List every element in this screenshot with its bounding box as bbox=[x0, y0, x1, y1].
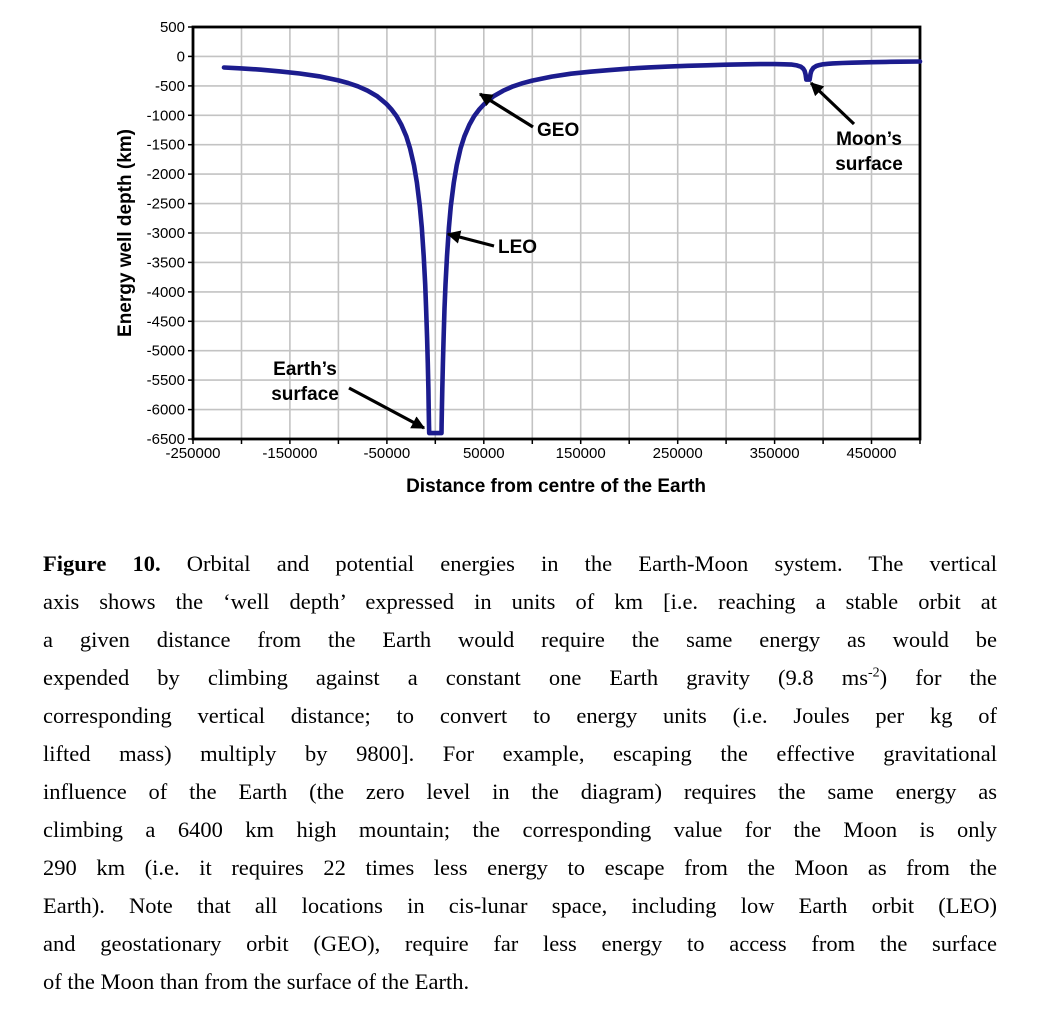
plot-area bbox=[188, 27, 920, 444]
y-tick-label: -4500 bbox=[146, 313, 185, 331]
caption-line: Earth). Note that all locations in cis-lunar space, including low Earth orbit (LEO) bbox=[43, 893, 997, 918]
y-tick-label: -1500 bbox=[146, 136, 185, 154]
figure-caption bbox=[43, 545, 997, 1001]
y-tick-label: -2500 bbox=[146, 195, 185, 213]
y-tick-label: -5000 bbox=[146, 342, 185, 360]
y-tick-label: -6500 bbox=[146, 431, 185, 448]
annotation-label: Earth’s bbox=[273, 359, 337, 380]
annotation-arrow bbox=[811, 83, 854, 124]
caption-line: Figure 10. Orbital and potential energies in the Earth-Moon system. The vertical bbox=[43, 551, 997, 576]
caption-line: corresponding vertical distance; to convert to energy units (i.e. Joules per kg of bbox=[43, 703, 997, 728]
caption-line: and geostationary orbit (GEO), require far less energy to access from the surface bbox=[43, 931, 997, 956]
caption-line: expended by climbing against a constant one Earth gravity (9.8 $ms^{-2}$) for the bbox=[43, 665, 997, 690]
y-tick-label: -1000 bbox=[146, 107, 185, 125]
y-tick-label: -500 bbox=[154, 77, 185, 95]
y-tick-label: 500 bbox=[159, 19, 185, 36]
y-tick-label: -3500 bbox=[146, 254, 185, 272]
annotation-label: GEO bbox=[537, 120, 580, 141]
annotation-arrow bbox=[448, 234, 494, 246]
x-tick-label: -150000 bbox=[262, 445, 318, 462]
caption-line: climbing a 6400 km high mountain; the corresponding value for the Moon is only bbox=[43, 817, 997, 842]
x-tick-label: 450000 bbox=[846, 445, 897, 462]
x-tick-label: 50000 bbox=[462, 445, 505, 462]
caption-line: axis shows the ‘well depth’ expressed in units of km [i.e. reaching a stable orbit at bbox=[43, 589, 997, 614]
x-tick-label: -50000 bbox=[363, 445, 411, 462]
annotation-label: surface bbox=[271, 384, 339, 405]
y-tick-label: -4000 bbox=[146, 283, 185, 301]
x-tick-label: 350000 bbox=[749, 445, 800, 462]
y-tick-label: -2000 bbox=[146, 166, 185, 184]
y-tick-label: -6000 bbox=[146, 401, 185, 419]
caption-line: of the Moon than from the surface of the Earth. bbox=[43, 969, 470, 994]
y-axis-title: Energy well depth (km) bbox=[115, 129, 136, 337]
annotation-label: surface bbox=[835, 154, 903, 175]
x-tick-label: 250000 bbox=[652, 445, 703, 462]
y-tick-label: 0 bbox=[176, 48, 185, 66]
y-tick-label: -3000 bbox=[146, 225, 185, 242]
annotation-arrow bbox=[480, 94, 533, 127]
y-tick-label: -5500 bbox=[146, 372, 185, 390]
caption-line: a given distance from the Earth would require the same energy as would be bbox=[43, 627, 997, 652]
annotation-label: Moon’s bbox=[836, 129, 902, 150]
caption-line: 290 km (i.e. it requires 22 times less energy to escape from the Moon as from the bbox=[43, 855, 997, 880]
x-axis-title: Distance from centre of the Earth bbox=[406, 476, 706, 497]
caption-line: lifted mass) multiply by 9800]. For example, escaping the effective gravitational bbox=[43, 741, 997, 766]
annotation-label: LEO bbox=[498, 237, 538, 258]
x-tick-label: 150000 bbox=[555, 445, 606, 462]
x-tick-label: -250000 bbox=[165, 445, 221, 462]
caption-line: influence of the Earth (the zero level in the diagram) requires the same energy as bbox=[43, 779, 997, 804]
